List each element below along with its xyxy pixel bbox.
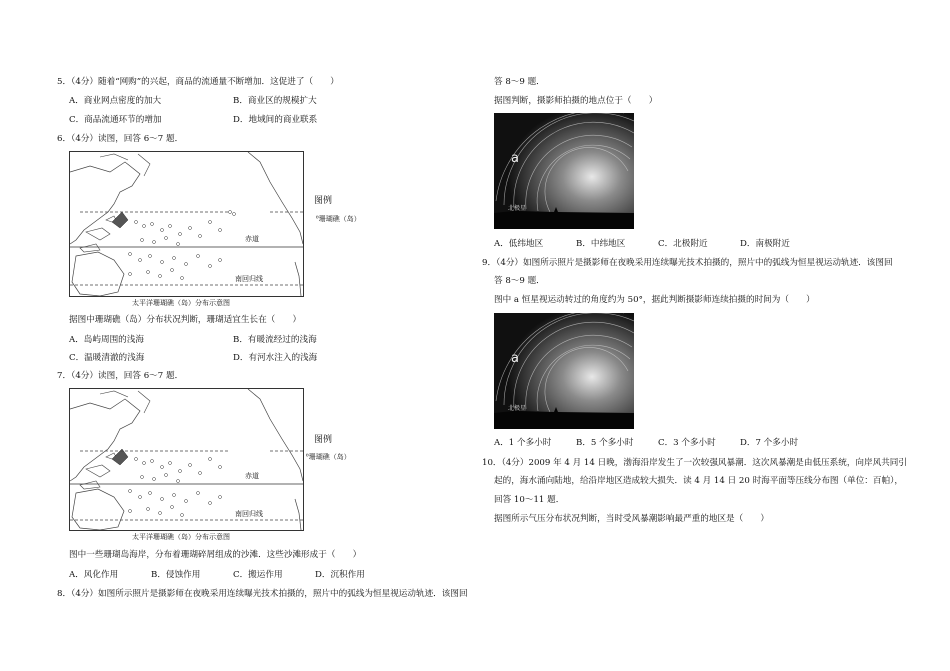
q5-option-a[interactable]: A．商业网点密度的加大: [69, 96, 162, 106]
map1-tropic-label: 南回归线: [235, 275, 263, 283]
q6-option-d[interactable]: D．有河水注入的浅海: [233, 353, 318, 363]
q7-option-c[interactable]: C．搬运作用: [233, 570, 283, 580]
q10-line1: 10．（4分）2009 年 4 月 14 日晚，渤海沿岸发生了一次较强风暴潮．这次风暴潮是由低压系统，向岸风共同引: [482, 458, 907, 468]
q8-question: 据图判断，摄影师拍摄的地点位于（ ）: [494, 96, 658, 106]
q6-option-a[interactable]: A．岛屿周围的浅海: [69, 335, 144, 345]
map1-equator-label: 赤道: [245, 235, 259, 243]
q6-question: 据图中珊瑚礁（岛）分布状况判断，珊瑚适宜生长在（ ）: [69, 315, 302, 325]
q5-option-b[interactable]: B．商业区的规模扩大: [233, 96, 317, 106]
q6-option-b[interactable]: B．有暖流经过的浅海: [233, 335, 317, 345]
q8-stem-cont: 答 8～9 题．: [494, 77, 545, 87]
q6-option-c[interactable]: C．温暖清澈的浅海: [69, 353, 145, 363]
q5-option-c[interactable]: C．商品流通环节的增加: [69, 115, 162, 125]
q7-option-b[interactable]: B．侵蚀作用: [151, 570, 201, 580]
q5-stem: 5．（4分）随着“网购”的兴起，商品的流通量不断增加．这促进了（ ）: [57, 77, 339, 87]
photo2-label-a: a: [511, 351, 519, 366]
q9-option-c[interactable]: C．3 个多小时: [658, 438, 716, 448]
map2-legend-item: ᶿ珊瑚礁（岛）: [306, 453, 351, 461]
q10-line2: 起的，海水涌向陆地，给沿岸地区造成较大损失．读 4 月 14 日 20 时海平面等压线分布图（单位：百帕），: [494, 476, 903, 486]
q8-option-b[interactable]: B．中纬地区: [576, 239, 626, 249]
q10-question: 据图所示气压分布状况判断，当时受风暴潮影响最严重的地区是（ ）: [494, 514, 770, 524]
coral-icon: ᶿ: [306, 453, 309, 461]
q7-option-d[interactable]: D．沉积作用: [315, 570, 365, 580]
q8-option-d[interactable]: D．南极附近: [740, 239, 790, 249]
coral-map-2: [69, 388, 304, 531]
q10-line3: 回答 10～11 题．: [494, 495, 565, 505]
photo1-label-a: a: [511, 151, 519, 166]
photo2-label-star: 北极星: [508, 405, 527, 412]
q7-option-a[interactable]: A．风化作用: [69, 570, 119, 580]
map1-legend-title: 图例: [314, 196, 333, 206]
q8-stem: 8．（4分）如图所示照片是摄影师在夜晚采用连续曝光技术拍摄的，照片中的弧线为恒星视运动轨迹．该图回: [57, 589, 468, 599]
star-trail-photo-2: [494, 313, 634, 429]
q6-stem: 6．（4分）读图，回答 6～7 题．: [57, 134, 184, 144]
q9-option-d[interactable]: D．7 个多小时: [740, 438, 799, 448]
q9-question: 图中 a 恒星视运动转过的角度约为 50°，据此判断摄影师连续拍摄的时间为（ ）: [494, 295, 815, 305]
q9-option-b[interactable]: B．5 个多小时: [576, 438, 634, 448]
map2-tropic-label: 南回归线: [235, 510, 263, 518]
coral-map-1: [69, 151, 304, 297]
q9-stem-cont: 答 8～9 题．: [494, 276, 545, 286]
q5-option-d[interactable]: D．地域间的商业联系: [233, 115, 318, 125]
q9-stem: 9．（4分）如图所示照片是摄影师在夜晚采用连续曝光技术拍摄的，照片中的弧线为恒星视运动轨迹．该图回: [482, 258, 893, 268]
q9-option-a[interactable]: A．1 个多小时: [494, 438, 552, 448]
map2-caption: 太平洋珊瑚礁（岛）分布示意图: [132, 533, 230, 541]
star-trail-photo-1: [494, 113, 634, 229]
map1-caption: 太平洋珊瑚礁（岛）分布示意图: [132, 299, 230, 307]
q7-stem: 7．（4分）读图，回答 6～7 题．: [57, 371, 184, 381]
photo1-label-star: 北极星: [508, 205, 527, 212]
map1-legend-item: ᶿ珊瑚礁（岛）: [316, 215, 361, 223]
coral-icon: ᶿ: [316, 215, 319, 223]
q8-option-c[interactable]: C．北极附近: [658, 239, 708, 249]
map2-legend-title: 图例: [314, 435, 333, 445]
q7-question: 图中一些珊瑚岛海岸，分布着珊瑚碎屑组成的沙滩．这些沙滩形成于（ ）: [69, 550, 362, 560]
q8-option-a[interactable]: A．低纬地区: [494, 239, 544, 249]
map2-equator-label: 赤道: [245, 472, 259, 480]
